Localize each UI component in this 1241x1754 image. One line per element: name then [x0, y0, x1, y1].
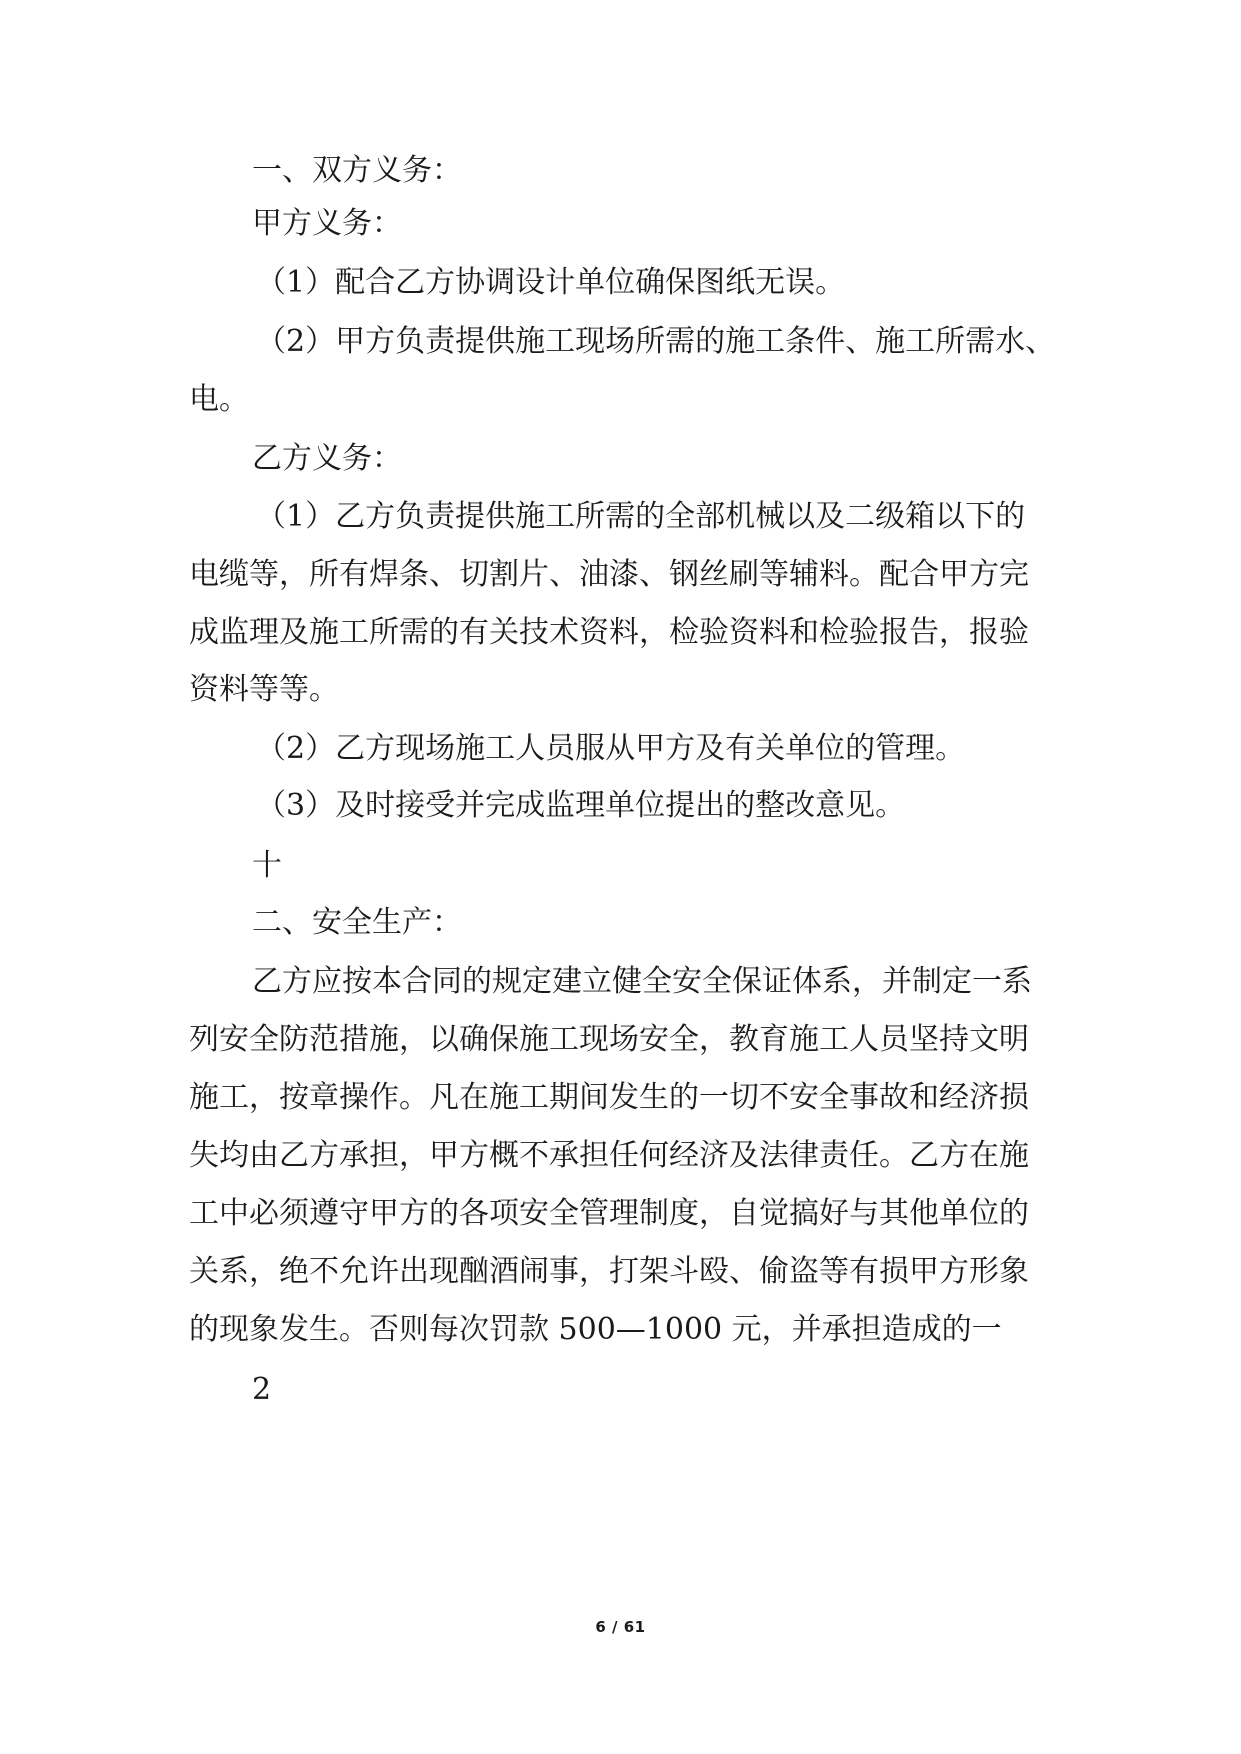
text-line: （3）及时接受并完成监理单位提出的整改意见。: [256, 788, 906, 823]
party-b-heading: 乙方义务：: [252, 441, 402, 476]
text-line: 工中必须遵守甲方的各项安全管理制度，自觉搞好与其他单位的: [189, 1196, 1029, 1231]
text-line: 电。: [189, 382, 249, 417]
text-line: 失均由乙方承担，甲方概不承担任何经济及法律责任。乙方在施: [189, 1138, 1029, 1173]
text-line: 十: [252, 848, 282, 883]
section-heading-safety: 二、安全生产：: [252, 905, 462, 940]
text-line: 成监理及施工所需的有关技术资料，检验资料和检验报告，报验: [189, 615, 1029, 650]
text-line: （1）乙方负责提供施工所需的全部机械以及二级箱以下的: [256, 499, 1026, 534]
text-line: （1）配合乙方协调设计单位确保图纸无误。: [256, 265, 846, 300]
text-line: 2: [252, 1372, 272, 1407]
text-line: （2）乙方现场施工人员服从甲方及有关单位的管理。: [256, 731, 966, 766]
party-a-heading: 甲方义务：: [252, 206, 402, 241]
section-heading-obligations: 一、双方义务：: [252, 153, 462, 188]
text-line: 资料等等。: [189, 672, 339, 707]
text-line: 乙方应按本合同的规定建立健全安全保证体系，并制定一系: [252, 964, 1032, 999]
text-line: 施工，按章操作。凡在施工期间发生的一切不安全事故和经济损: [189, 1080, 1029, 1115]
page-number: 6 / 61: [595, 1618, 646, 1636]
text-line: 的现象发生。否则每次罚款 500—1000 元，并承担造成的一: [189, 1312, 1002, 1347]
text-line: 列安全防范措施，以确保施工现场安全，教育施工人员坚持文明: [189, 1022, 1029, 1057]
text-line: 电缆等，所有焊条、切割片、油漆、钢丝刷等辅料。配合甲方完: [189, 557, 1029, 592]
text-line: （2）甲方负责提供施工现场所需的施工条件、施工所需水、: [256, 324, 1056, 359]
text-line: 关系，绝不允许出现酗酒闹事，打架斗殴、偷盗等有损甲方形象: [189, 1254, 1029, 1289]
